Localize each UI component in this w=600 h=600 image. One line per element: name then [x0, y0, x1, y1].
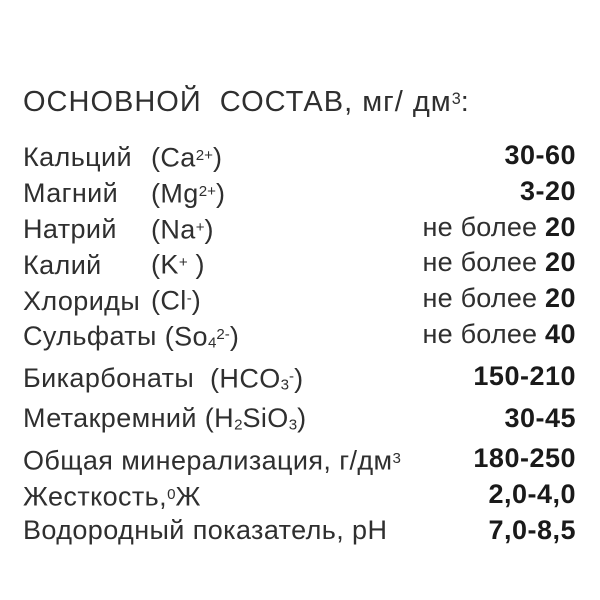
composition-row	[23, 442, 576, 478]
text-segment: )	[187, 249, 205, 280]
superscript: +	[195, 218, 205, 236]
composition-title	[23, 84, 576, 117]
superscript: 2+	[195, 146, 213, 164]
text-segment: Ж	[175, 481, 201, 512]
composition-row	[23, 402, 576, 442]
text-segment: (H	[204, 403, 235, 434]
component-value	[473, 442, 576, 478]
value-qualifier: не более	[422, 283, 545, 314]
text-segment: Кальций	[23, 142, 132, 173]
component-label	[23, 139, 222, 175]
composition-row	[23, 360, 576, 402]
text-segment: )	[191, 285, 202, 316]
value-number: 3-20	[519, 175, 576, 206]
text-segment: (Ca	[151, 142, 196, 173]
component-value	[488, 514, 576, 548]
component-label	[23, 175, 225, 211]
text-segment: Натрий	[23, 213, 117, 244]
text-segment: Калий	[23, 249, 102, 280]
text-segment: )	[215, 178, 226, 208]
text-segment: Хлориды	[23, 285, 141, 316]
component-value	[423, 211, 576, 247]
text-segment: (Mg	[151, 178, 199, 208]
superscript: 3	[392, 450, 401, 468]
value-number: 30-60	[504, 139, 576, 170]
value-number: 7,0-8,5	[488, 514, 576, 545]
component-value	[423, 246, 576, 282]
text-segment: Сульфаты	[23, 321, 165, 352]
text-segment: Магний	[23, 178, 119, 208]
component-label	[23, 360, 304, 402]
text-segment: :	[460, 85, 470, 118]
component-label	[23, 402, 307, 442]
text-segment: (So	[164, 321, 208, 352]
composition-row	[23, 175, 576, 211]
composition-row	[23, 318, 576, 360]
value-number: 20	[544, 211, 576, 242]
composition-row	[23, 246, 576, 282]
superscript: 3	[451, 90, 461, 108]
superscript: -	[289, 368, 295, 386]
subscript: 3	[280, 376, 290, 394]
component-value	[423, 282, 576, 318]
value-number: 180-250	[473, 443, 576, 474]
superscript: +	[178, 254, 188, 272]
subscript: 4	[207, 334, 217, 352]
text-segment: (Na	[151, 213, 196, 244]
text-segment: (HCO	[202, 363, 281, 394]
composition-row	[23, 282, 576, 318]
value-number: 150-210	[473, 361, 576, 392]
component-value	[473, 360, 576, 402]
text-segment: )	[294, 363, 304, 394]
component-label	[23, 282, 201, 318]
component-value	[520, 175, 576, 211]
text-segment: (K	[151, 249, 179, 280]
value-number: 30-45	[504, 403, 576, 434]
subscript: 2	[234, 416, 243, 434]
text-segment: (Cl	[151, 285, 187, 316]
composition-row	[23, 211, 576, 247]
text-segment: )	[297, 403, 307, 434]
text-segment: Бикарбонаты	[23, 363, 203, 394]
superscript: 2-	[216, 326, 230, 344]
text-segment: ОСНОВНОЙ СОСТАВ, мг/ дм	[23, 85, 452, 118]
value-qualifier: не более	[422, 319, 545, 350]
text-segment: Общая минерализация, г/дм	[23, 445, 393, 476]
text-segment: SiO	[242, 403, 289, 434]
composition-row	[23, 139, 576, 175]
text-segment: Жесткость,	[23, 481, 168, 512]
text-segment: )	[229, 321, 240, 352]
composition-table	[23, 139, 576, 547]
text-segment: Метакремний	[23, 403, 205, 434]
superscript: 0	[167, 485, 176, 503]
composition-row	[23, 514, 576, 548]
component-label	[23, 514, 387, 548]
component-label	[23, 478, 201, 514]
component-label	[23, 318, 239, 360]
text-segment: )	[204, 213, 214, 244]
component-value	[504, 139, 576, 175]
value-number: 20	[544, 247, 576, 278]
value-qualifier: не более	[422, 247, 545, 278]
component-label	[23, 246, 205, 282]
component-label	[23, 211, 214, 247]
superscript: -	[186, 290, 192, 308]
component-value	[423, 318, 576, 360]
superscript: 2+	[198, 182, 216, 200]
component-value	[488, 478, 576, 514]
value-number: 20	[544, 283, 576, 314]
value-number: 2,0-4,0	[488, 478, 576, 509]
component-label	[23, 442, 401, 478]
composition-row	[23, 478, 576, 514]
value-number: 40	[544, 319, 576, 350]
text-segment: )	[212, 142, 223, 173]
value-qualifier: не более	[422, 211, 545, 242]
text-segment: Водородный показатель, pH	[23, 514, 388, 545]
component-value	[504, 402, 576, 442]
subscript: 3	[288, 416, 298, 434]
